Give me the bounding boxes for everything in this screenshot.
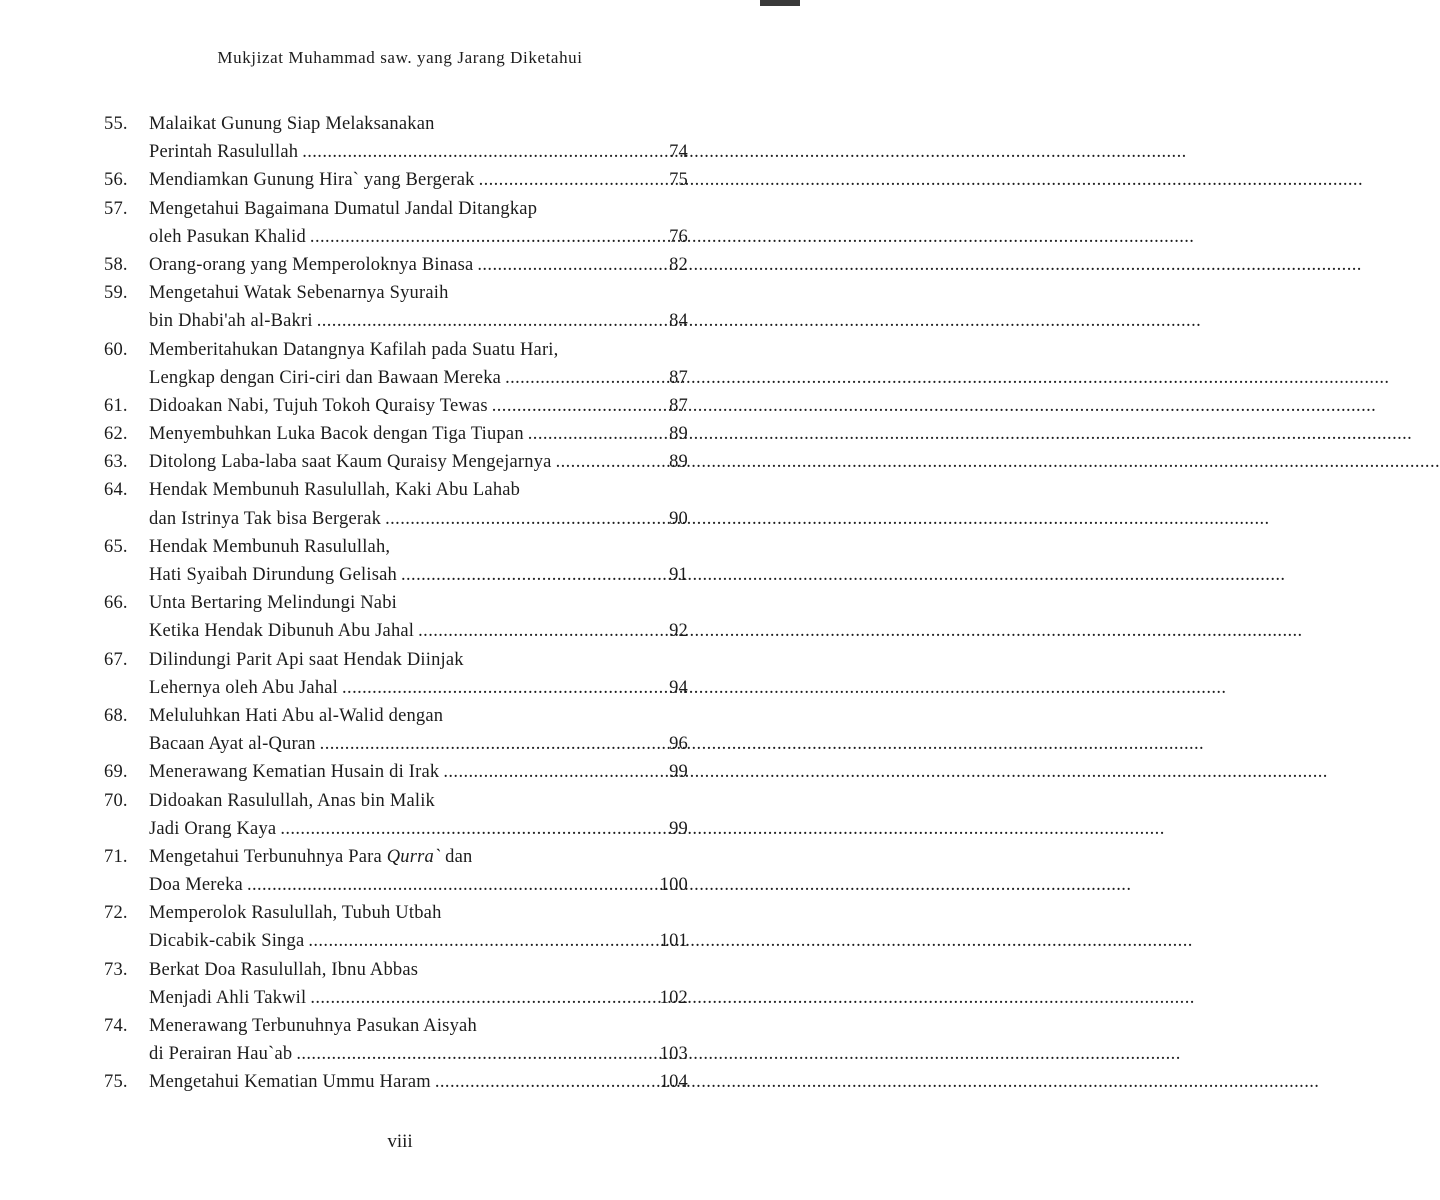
toc-entry [104, 251, 688, 279]
toc-entry [104, 1012, 688, 1068]
dot-leader [296, 1040, 657, 1068]
entry-title-text: Hendak Membunuh Rasulullah, Kaki Abu Lahab [149, 480, 521, 501]
entry-title-text: oleh Pasukan Khalid [149, 226, 306, 247]
entry-line [104, 533, 688, 561]
entry-page-number: 92 [669, 621, 688, 642]
entry-line [104, 1012, 688, 1040]
entry-line [104, 336, 688, 364]
entry-line [104, 758, 688, 786]
dot-leader [310, 984, 657, 1012]
entry-line [104, 223, 688, 251]
entry-number: 65. [104, 536, 128, 557]
entry-number: 63. [104, 452, 128, 473]
toc-entry [104, 843, 688, 899]
entry-page-number: 103 [659, 1044, 688, 1065]
entry-number: 58. [104, 254, 128, 275]
entry-line [104, 702, 688, 730]
running-header: Mukjizat Muhammad saw. yang Jarang Diketahui [217, 48, 583, 67]
toc-entry [104, 420, 688, 448]
entry-page-number: 99 [669, 818, 688, 839]
dot-leader [385, 505, 667, 533]
toc-entry [104, 956, 688, 1012]
toc-entry [104, 646, 688, 702]
entry-page-number: 94 [669, 677, 688, 698]
dot-leader [320, 730, 667, 758]
toc-entry [104, 195, 688, 251]
entry-line [104, 871, 688, 899]
entry-line [104, 448, 688, 476]
dot-leader [556, 448, 668, 476]
entry-line [104, 984, 688, 1012]
toc-entry [104, 279, 688, 335]
entry-page-number: 101 [659, 931, 688, 952]
dot-leader [342, 674, 667, 702]
entry-page-number: 74 [669, 142, 688, 163]
entry-line [104, 195, 688, 223]
toc-entry [104, 1068, 688, 1096]
entry-page-number: 89 [669, 424, 688, 445]
entry-title-text: Menjadi Ahli Takwil [149, 987, 307, 1008]
entry-title-part: dan [440, 846, 473, 867]
entry-page-number: 89 [669, 452, 688, 473]
entry-title-text: Lengkap dengan Ciri-ciri dan Bawaan Mereka [149, 367, 502, 388]
entry-line [104, 279, 688, 307]
entry-line [104, 815, 688, 843]
entry-number: 69. [104, 762, 128, 783]
entry-number: 60. [104, 339, 128, 360]
entry-page-number: 100 [659, 875, 688, 896]
dot-leader [418, 617, 667, 645]
dot-leader [401, 561, 667, 589]
dot-leader [479, 166, 668, 194]
entry-page-number: 90 [669, 508, 688, 529]
dot-leader [492, 392, 667, 420]
entry-title-text: Menyembuhkan Luka Bacok dengan Tiga Tiupan [149, 424, 524, 445]
entry-title-text: Didoakan Rasulullah, Anas bin Malik [149, 790, 436, 811]
entry-title-text: Ditolong Laba-laba saat Kaum Quraisy Mengejarnya [149, 452, 552, 473]
entry-line [104, 730, 688, 758]
entry-line [104, 476, 688, 504]
dot-leader [308, 927, 657, 955]
entry-line [104, 364, 688, 392]
entry-page-number: 84 [669, 311, 688, 332]
toc-entry [104, 110, 688, 166]
entry-line [104, 617, 688, 645]
entry-title-text: Mengetahui Watak Sebenarnya Syuraih [149, 283, 449, 304]
entry-page-number: 82 [669, 254, 688, 275]
entry-number: 74. [104, 1016, 128, 1036]
entry-title-text: Menerawang Terbunuhnya Pasukan Aisyah [149, 1016, 477, 1036]
entry-number: 73. [104, 959, 128, 980]
entry-title-text: Memperolok Rasulullah, Tubuh Utbah [149, 903, 442, 924]
entry-title-text [149, 843, 472, 871]
entry-line [104, 843, 688, 871]
entry-number: 55. [104, 114, 128, 134]
entry-number: 62. [104, 424, 128, 445]
entry-title-text: Hendak Membunuh Rasulullah, [149, 536, 391, 557]
entry-page-number: 96 [669, 734, 688, 755]
entry-number: 64. [104, 480, 128, 501]
entry-title-text: Perintah Rasulullah [149, 142, 299, 163]
entry-title-text: Orang-orang yang Memperoloknya Binasa [149, 254, 474, 275]
dot-leader [528, 420, 667, 448]
entry-line [104, 138, 688, 166]
entry-line [104, 420, 688, 448]
dot-leader [280, 815, 667, 843]
entry-line [104, 166, 688, 194]
entry-page-number: 87 [669, 395, 688, 416]
toc-entry [104, 476, 688, 532]
entry-title-text: Mengetahui Bagaimana Dumatul Jandal Ditangkap [149, 198, 538, 219]
entry-title-text: Doa Mereka [149, 875, 243, 896]
entry-number: 72. [104, 903, 128, 924]
entry-number: 59. [104, 283, 128, 304]
entry-line [104, 589, 688, 617]
entry-number: 70. [104, 790, 128, 811]
page-folio: viii [387, 1131, 413, 1152]
entry-page-number: 75 [669, 170, 688, 191]
toc-entry [104, 448, 688, 476]
entry-title-text: Malaikat Gunung Siap Melaksanakan [149, 114, 435, 134]
entry-line [104, 110, 688, 138]
entry-title-text: bin Dhabi'ah al-Bakri [149, 311, 313, 332]
toc-entry [104, 899, 688, 955]
entry-line [104, 787, 688, 815]
entry-title-part: Mengetahui Terbunuhnya Para [149, 846, 387, 867]
entry-title-text: Menerawang Kematian Husain di Irak [149, 762, 440, 783]
entry-line [104, 307, 688, 335]
entry-number: 61. [104, 395, 128, 416]
entry-page-number: 91 [669, 565, 688, 585]
entry-page-number: 104 [659, 1072, 688, 1093]
entry-line [104, 674, 688, 702]
dot-leader [247, 871, 658, 899]
entry-title-italic: Qurra` [386, 846, 441, 867]
entry-number: 68. [104, 705, 128, 726]
entry-title-text: Mengetahui Kematian Ummu Haram [149, 1072, 431, 1093]
toc-entry [104, 392, 688, 420]
dot-leader [505, 364, 667, 392]
entry-line [104, 561, 688, 589]
entry-title-text: Dilindungi Parit Api saat Hendak Diinjak [149, 649, 464, 670]
entry-page-number: 76 [669, 226, 688, 247]
toc-entry [104, 787, 688, 843]
dot-leader [477, 251, 667, 279]
entry-title-text: Unta Bertaring Melindungi Nabi [149, 593, 397, 614]
entry-page-number: 99 [669, 762, 688, 783]
entry-page-number: 102 [659, 987, 688, 1008]
entry-line [104, 251, 688, 279]
dot-leader [317, 307, 667, 335]
entry-line [104, 1040, 688, 1068]
page-corner-mark [760, 0, 800, 6]
entry-line [104, 505, 688, 533]
entry-number: 75. [104, 1072, 128, 1093]
entry-page-number: 87 [669, 367, 688, 388]
entry-title-text: dan Istrinya Tak bisa Bergerak [149, 508, 382, 529]
entry-line [104, 899, 688, 927]
entry-title-text: Jadi Orang Kaya [149, 818, 277, 839]
entry-title-text: Mendiamkan Gunung Hira` yang Bergerak [149, 170, 475, 191]
entry-number: 71. [104, 846, 128, 867]
toc-entry [104, 336, 688, 392]
entry-line [104, 927, 688, 955]
entry-number: 56. [104, 170, 128, 191]
entry-title-text: di Perairan Hau`ab [149, 1044, 293, 1065]
toc-entry [104, 758, 688, 786]
entry-title-text: Memberitahukan Datangnya Kafilah pada Suatu Hari, [149, 339, 559, 360]
dot-leader [443, 758, 667, 786]
toc-entry [104, 533, 688, 589]
table-of-contents [104, 110, 688, 1097]
entry-title-text: Berkat Doa Rasulullah, Ibnu Abbas [149, 959, 419, 980]
entry-line [104, 1068, 688, 1096]
toc-entry [104, 702, 688, 758]
entry-title-text: Didoakan Nabi, Tujuh Tokoh Quraisy Tewas [149, 395, 488, 416]
entry-number: 66. [104, 593, 128, 614]
toc-entry [104, 166, 688, 194]
entry-number: 57. [104, 198, 128, 219]
dot-leader [310, 223, 667, 251]
entry-title-text: Hati Syaibah Dirundung Gelisah [149, 565, 397, 585]
dot-leader [435, 1068, 658, 1096]
entry-title-text: Ketika Hendak Dibunuh Abu Jahal [149, 621, 415, 642]
toc-entry [104, 589, 688, 645]
entry-line [104, 956, 688, 984]
entry-number: 67. [104, 649, 128, 670]
dot-leader [302, 138, 667, 166]
entry-title-text: Meluluhkan Hati Abu al-Walid dengan [149, 705, 444, 726]
entry-title-text: Bacaan Ayat al-Quran [149, 734, 316, 755]
entry-line [104, 646, 688, 674]
entry-line [104, 392, 688, 420]
entry-title-text: Lehernya oleh Abu Jahal [149, 677, 339, 698]
entry-title-text: Dicabik-cabik Singa [149, 931, 305, 952]
